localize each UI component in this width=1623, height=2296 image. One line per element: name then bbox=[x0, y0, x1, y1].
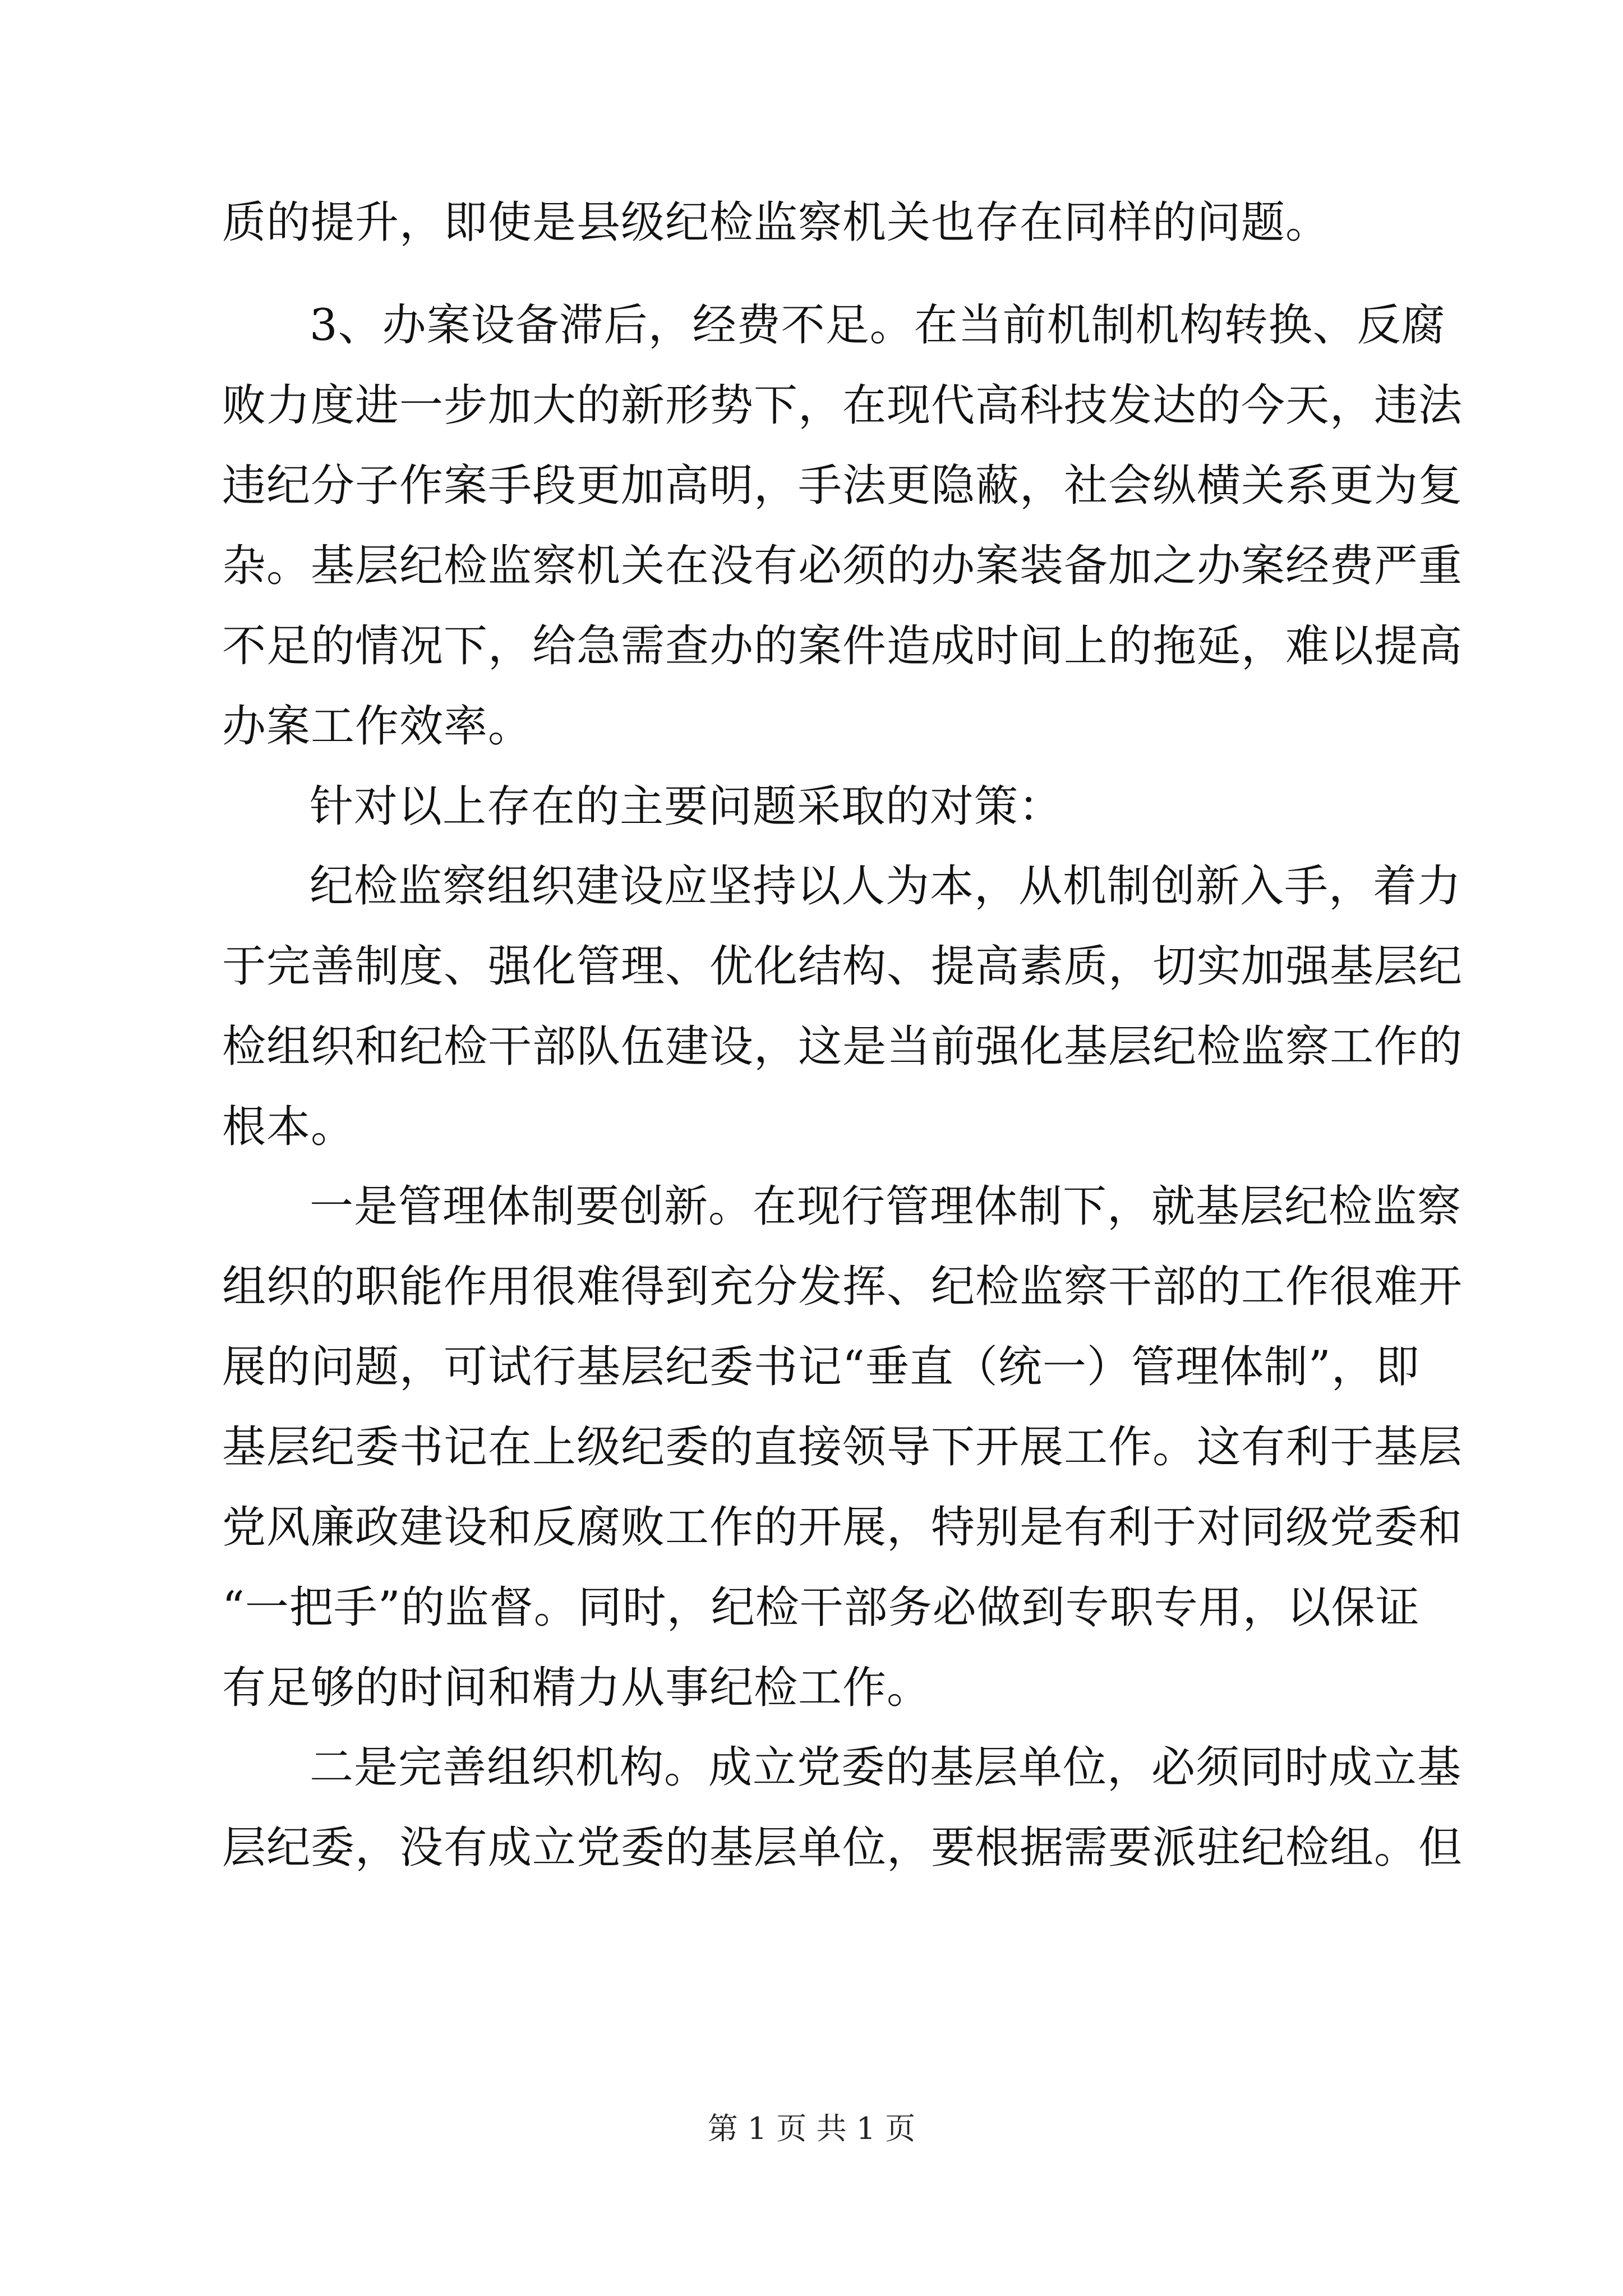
text-line: 3、办案设备滞后，经费不足。在当前机制机构转换、反腐 bbox=[310, 300, 1446, 351]
text-line: 一是管理体制要创新。在现行管理体制下，就基层纪检监察 bbox=[310, 1181, 1462, 1232]
text-line: 二是完善组织机构。成立党委的基层单位，必须同时成立基 bbox=[310, 1742, 1462, 1793]
page-footer: 第 1 页 共 1 页 bbox=[707, 2111, 916, 2146]
text-line: 基层纪委书记在上级纪委的直接领导下开展工作。这有利于基层 bbox=[222, 1422, 1463, 1473]
text-line: 根本。 bbox=[222, 1102, 356, 1152]
text-line: 不足的情况下，给急需查办的案件造成时间上的拖延，难以提高 bbox=[222, 621, 1463, 671]
text-line: 纪检监察组织建设应坚持以人为本，从机制创新入手，着力 bbox=[310, 861, 1462, 912]
text-line: 针对以上存在的主要问题采取的对策： bbox=[310, 781, 1063, 832]
text-line: 检组织和纪检干部队伍建设，这是当前强化基层纪检监察工作的 bbox=[222, 1022, 1463, 1072]
text-line: 层纪委，没有成立党委的基层单位，要根据需要派驻纪检组。但 bbox=[222, 1823, 1463, 1873]
text-line: 组织的职能作用很难得到充分发挥、纪检监察干部的工作很难开 bbox=[222, 1262, 1463, 1312]
text-line: 败力度进一步加大的新形势下，在现代高科技发达的今天，违法 bbox=[222, 380, 1463, 431]
text-line: 党风廉政建设和反腐败工作的开展，特别是有利于对同级党委和 bbox=[222, 1502, 1463, 1553]
text-line: 有足够的时间和精力从事纪检工作。 bbox=[222, 1663, 932, 1713]
text-line: 质的提升，即使是县级纪检监察机关也存在同样的问题。 bbox=[222, 197, 1330, 248]
text-line: 办案工作效率。 bbox=[222, 701, 533, 752]
text-line: 于完善制度、强化管理、优化结构、提高素质，切实加强基层纪 bbox=[222, 941, 1463, 992]
text-line: “一把手”的监督。同时，纪检干部务必做到专职专用，以保证 bbox=[222, 1582, 1420, 1633]
text-line: 违纪分子作案手段更加高明，手法更隐蔽，社会纵横关系更为复 bbox=[222, 461, 1463, 511]
text-line: 展的问题，可试行基层纪委书记“垂直（统一）管理体制”，即 bbox=[222, 1342, 1420, 1392]
text-line: 杂。基层纪检监察机关在没有必须的办案装备加之办案经费严重 bbox=[222, 541, 1463, 591]
